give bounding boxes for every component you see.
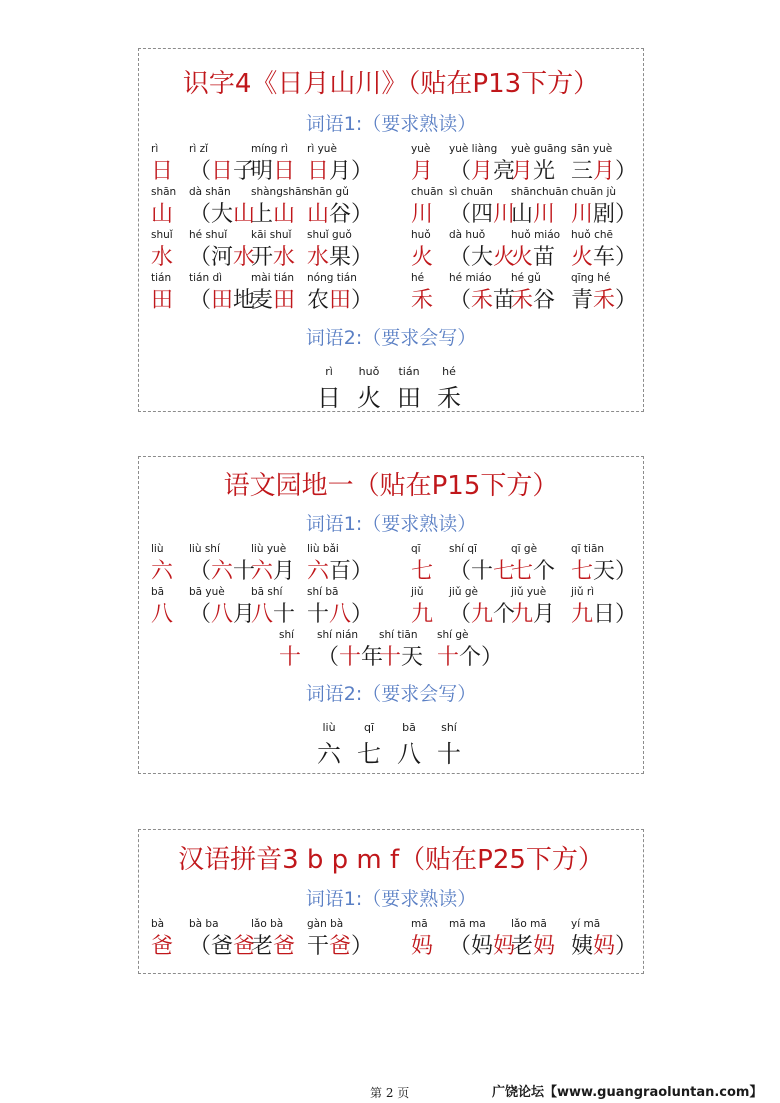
hanzi: [437, 640, 503, 671]
character: 亮: [493, 159, 516, 184]
pinyin: bā shí: [251, 586, 283, 598]
target-character: 十: [437, 645, 460, 670]
pinyin: shí bā: [307, 586, 339, 598]
pinyin: qī: [411, 543, 421, 555]
hanzi: [151, 554, 173, 585]
character: 开: [251, 245, 274, 270]
hanzi: [251, 929, 295, 960]
target-character: 山: [151, 202, 174, 227]
pinyin: qī tiān: [571, 543, 605, 555]
hanzi: [571, 154, 637, 185]
target-character: 九: [471, 602, 494, 627]
hanzi: [571, 597, 637, 628]
target-character: 禾: [411, 288, 434, 313]
target-character: 十: [279, 645, 302, 670]
character: （: [189, 288, 212, 313]
pinyin: tián: [398, 365, 420, 378]
character: 青: [571, 288, 594, 313]
hanzi: 八: [397, 740, 421, 768]
target-character: 十: [379, 645, 402, 670]
pinyin: gàn bà: [307, 918, 344, 930]
hanzi: 禾: [437, 384, 461, 412]
character: 十: [307, 602, 330, 627]
hanzi: [571, 240, 637, 271]
hanzi: [151, 240, 173, 271]
target-character: 九: [571, 602, 594, 627]
hanzi: [511, 283, 555, 314]
pinyin: rì zǐ: [189, 143, 209, 155]
character: （: [449, 159, 472, 184]
target-character: 火: [511, 245, 534, 270]
pinyin: huǒ miáo: [511, 229, 561, 241]
character: 老: [511, 934, 534, 959]
hanzi: [571, 283, 637, 314]
pinyin: míng rì: [251, 143, 289, 155]
target-character: 七: [571, 559, 594, 584]
hanzi: [571, 197, 637, 228]
character: （大: [189, 202, 234, 227]
pinyin: lǎo bà: [251, 918, 284, 930]
hanzi: [189, 283, 255, 314]
pinyin: yuè liàng: [449, 143, 498, 155]
character: 麦: [251, 288, 274, 313]
pinyin: shí: [441, 721, 457, 734]
pinyin: shuǐ guǒ: [307, 229, 352, 241]
hanzi: [151, 154, 173, 185]
target-character: 月: [411, 159, 434, 184]
target-character: 爸: [329, 934, 352, 959]
hanzi: [189, 597, 255, 628]
hanzi: [449, 240, 515, 271]
pinyin: bā: [151, 586, 165, 598]
hanzi: [449, 929, 515, 960]
target-character: 妈: [493, 934, 516, 959]
character: 天）: [593, 559, 638, 584]
pinyin: dà shān: [189, 186, 231, 198]
pinyin: tián: [151, 272, 172, 284]
target-character: 六: [211, 559, 234, 584]
hanzi: [449, 554, 515, 585]
write-row: [139, 365, 643, 412]
character: 农: [307, 288, 330, 313]
target-character: 六: [151, 559, 174, 584]
hanzi: [317, 640, 383, 671]
pinyin: tián dì: [189, 272, 223, 284]
pinyin: jiǔ: [411, 586, 424, 598]
target-character: 八: [211, 602, 234, 627]
character: ）: [351, 288, 374, 313]
target-character: 水: [233, 245, 256, 270]
character: 日）: [593, 602, 638, 627]
pinyin: shí: [279, 629, 295, 641]
hanzi: [279, 640, 301, 671]
character: 个）: [459, 645, 504, 670]
pinyin: liù bǎi: [307, 543, 339, 555]
target-character: 六: [251, 559, 274, 584]
target-character: 六: [307, 559, 330, 584]
pinyin: kāi shuǐ: [251, 229, 292, 241]
target-character: 火: [571, 245, 594, 270]
word-row: [139, 586, 643, 626]
pinyin: bà: [151, 918, 165, 930]
pinyin: shān gǔ: [307, 186, 349, 198]
pinyin: mài tián: [251, 272, 295, 284]
target-character: 月: [511, 159, 534, 184]
hanzi: [511, 929, 555, 960]
word-row: [139, 918, 643, 958]
word-row: [139, 186, 643, 226]
character: 谷）: [329, 202, 374, 227]
hanzi: [411, 929, 433, 960]
hanzi: [411, 554, 433, 585]
hanzi: [307, 197, 373, 228]
hanzi: [571, 929, 637, 960]
pinyin: sān yuè: [571, 143, 613, 155]
hanzi: [411, 197, 433, 228]
target-character: 日: [307, 159, 330, 184]
pinyin: liù: [322, 721, 336, 734]
word-row: [139, 543, 643, 583]
character: 光: [533, 159, 556, 184]
hanzi: [307, 554, 373, 585]
subheading-read: 词语1:（要求熟读）: [305, 888, 477, 910]
hanzi: [189, 197, 255, 228]
character: 苗: [533, 245, 556, 270]
pinyin: nóng tián: [307, 272, 357, 284]
card-title: 识字4《日月山川》（贴在P13下方）: [182, 69, 600, 99]
target-character: 爸: [273, 934, 296, 959]
target-character: 日: [273, 159, 296, 184]
target-character: 禾: [511, 288, 534, 313]
pinyin: yuè guāng: [511, 143, 567, 155]
character: 明: [251, 159, 274, 184]
character: 月: [273, 559, 296, 584]
target-character: 妈: [411, 934, 434, 959]
character: （: [449, 288, 472, 313]
hanzi: [189, 929, 255, 960]
target-character: 禾: [471, 288, 494, 313]
target-character: 七: [493, 559, 516, 584]
character: 子: [233, 159, 256, 184]
target-character: 田: [273, 288, 296, 313]
word-row: [139, 143, 643, 183]
hanzi: [251, 197, 295, 228]
pinyin: hé: [442, 365, 456, 378]
hanzi: [151, 197, 173, 228]
target-character: 水: [151, 245, 174, 270]
pinyin: hé: [411, 272, 425, 284]
pinyin: jiǔ rì: [571, 586, 595, 598]
pinyin: sì chuān: [449, 186, 493, 198]
hanzi: [307, 240, 373, 271]
target-character: 禾: [593, 288, 616, 313]
hanzi: [411, 240, 433, 271]
hanzi: 十: [437, 740, 461, 768]
character: 地: [233, 288, 256, 313]
character: 月: [233, 602, 256, 627]
character: 个: [533, 559, 556, 584]
pinyin: liù: [151, 543, 164, 555]
subheading-read: 词语1:（要求熟读）: [305, 513, 477, 535]
character: 十: [233, 559, 256, 584]
character: （: [449, 602, 472, 627]
pinyin: rì: [151, 143, 159, 155]
target-character: 十: [339, 645, 362, 670]
target-character: 妈: [533, 934, 556, 959]
pinyin: huǒ: [411, 229, 431, 241]
target-character: 九: [511, 602, 534, 627]
pinyin: rì: [325, 365, 333, 378]
character: 十: [273, 602, 296, 627]
target-character: 川: [493, 202, 516, 227]
character: （大: [449, 245, 494, 270]
word-row: [139, 629, 643, 669]
pinyin: liù shí: [189, 543, 220, 555]
character: 天: [401, 645, 424, 670]
write-row: [139, 721, 643, 768]
target-character: 八: [251, 602, 274, 627]
character: 年: [361, 645, 384, 670]
pinyin: bā yuè: [189, 586, 225, 598]
hanzi: [251, 154, 295, 185]
hanzi: [411, 597, 433, 628]
character: 果）: [329, 245, 374, 270]
hanzi: [511, 154, 555, 185]
hanzi: 七: [357, 740, 381, 768]
character: ）: [351, 934, 374, 959]
card-title: 汉语拼音3 b p m f（贴在P25下方）: [178, 845, 604, 875]
pinyin: yí mā: [571, 918, 601, 930]
target-character: 火: [411, 245, 434, 270]
pinyin: shān: [151, 186, 177, 198]
hanzi: [307, 283, 373, 314]
pinyin: rì yuè: [307, 143, 337, 155]
pinyin: qīng hé: [571, 272, 611, 284]
pinyin: qī: [363, 721, 375, 734]
hanzi: [571, 554, 637, 585]
character: （: [189, 602, 212, 627]
pinyin: mā: [411, 918, 428, 930]
card-pinyin: [138, 829, 644, 974]
hanzi: [449, 197, 515, 228]
card-rishan: [138, 48, 644, 412]
character: 姨: [571, 934, 594, 959]
pinyin: shí tiān: [379, 629, 418, 641]
hanzi: [511, 554, 555, 585]
target-character: 八: [151, 602, 174, 627]
target-character: 月: [593, 159, 616, 184]
hanzi: [449, 597, 515, 628]
word-row: [139, 229, 643, 269]
character: （: [317, 645, 340, 670]
character: 月）: [329, 159, 374, 184]
hanzi: [379, 640, 423, 671]
pinyin: shí gè: [437, 629, 469, 641]
character: 剧）: [593, 202, 638, 227]
hanzi: [511, 197, 555, 228]
hanzi: [449, 283, 515, 314]
character: （四: [449, 202, 494, 227]
pinyin: yuè: [411, 143, 431, 155]
card-title: 语文园地一（贴在P15下方）: [223, 471, 559, 501]
target-character: 田: [211, 288, 234, 313]
target-character: 川: [411, 202, 434, 227]
character: 谷: [533, 288, 556, 313]
character: （妈: [449, 934, 494, 959]
pinyin: qī gè: [511, 543, 538, 555]
hanzi: [251, 597, 295, 628]
character: 山: [511, 202, 534, 227]
pinyin: shuǐ: [151, 229, 173, 241]
target-character: 田: [329, 288, 352, 313]
character: （河: [189, 245, 234, 270]
hanzi: [251, 554, 295, 585]
character: （十: [449, 559, 494, 584]
pinyin: shí qī: [449, 543, 477, 555]
hanzi: [251, 240, 295, 271]
pinyin: bā: [402, 721, 416, 734]
hanzi: [151, 929, 173, 960]
pinyin: shānchuān: [511, 186, 569, 198]
character: 百）: [329, 559, 374, 584]
hanzi: [307, 154, 373, 185]
hanzi: [511, 240, 555, 271]
pinyin: jiǔ yuè: [511, 586, 547, 598]
hanzi: 田: [397, 384, 421, 412]
character: （: [189, 159, 212, 184]
subheading-write: 词语2:（要求会写）: [305, 683, 477, 705]
target-character: 妈: [593, 934, 616, 959]
pinyin: hé gǔ: [511, 272, 541, 284]
pinyin: hé shuǐ: [189, 229, 228, 241]
target-character: 水: [307, 245, 330, 270]
target-character: 七: [511, 559, 534, 584]
character: 苗: [493, 288, 516, 313]
character: （爸: [189, 934, 234, 959]
pinyin: huǒ: [358, 365, 380, 378]
pinyin: hé miáo: [449, 272, 492, 284]
pinyin: bà ba: [189, 918, 219, 930]
hanzi: [411, 154, 433, 185]
hanzi: [189, 154, 255, 185]
subheading-write: 词语2:（要求会写）: [305, 327, 477, 349]
hanzi: [251, 283, 295, 314]
pinyin: jiǔ gè: [449, 586, 478, 598]
hanzi: 火: [357, 384, 381, 412]
target-character: 水: [273, 245, 296, 270]
hanzi: 日: [317, 384, 341, 412]
character: 干: [307, 934, 330, 959]
pinyin: mā ma: [449, 918, 486, 930]
page-number: 第 2 页: [370, 1086, 410, 1100]
hanzi: [151, 283, 173, 314]
character: 上: [251, 202, 274, 227]
pinyin: lǎo mā: [511, 918, 547, 930]
target-character: 川: [571, 202, 594, 227]
target-character: 田: [151, 288, 174, 313]
target-character: 山: [233, 202, 256, 227]
pinyin: liù yuè: [251, 543, 287, 555]
hanzi: [449, 154, 515, 185]
hanzi: [411, 283, 433, 314]
character: （: [189, 559, 212, 584]
target-character: 川: [533, 202, 556, 227]
target-character: 日: [211, 159, 234, 184]
character: ）: [615, 934, 638, 959]
pinyin: shàngshān: [251, 186, 309, 198]
hanzi: [307, 929, 373, 960]
target-character: 七: [411, 559, 434, 584]
character: 个: [493, 602, 516, 627]
character: ）: [351, 602, 374, 627]
target-character: 山: [273, 202, 296, 227]
word-row: [139, 272, 643, 312]
character: ）: [615, 159, 638, 184]
target-character: 爸: [233, 934, 256, 959]
pinyin: dà huǒ: [449, 229, 486, 241]
hanzi: [189, 240, 255, 271]
target-character: 日: [151, 159, 174, 184]
character: ）: [615, 288, 638, 313]
pinyin: chuān jù: [571, 186, 617, 198]
hanzi: [511, 597, 555, 628]
pinyin: huǒ chē: [571, 229, 613, 241]
hanzi: [189, 554, 255, 585]
site-credit: 广饶论坛【www.guangraoluntan.com】: [492, 1085, 763, 1100]
character: 三: [571, 159, 594, 184]
character: 车）: [593, 245, 638, 270]
card-yuwen: [138, 456, 644, 774]
hanzi: [151, 597, 173, 628]
hanzi: 六: [317, 740, 341, 768]
pinyin: chuān: [411, 186, 444, 198]
hanzi: [307, 597, 373, 628]
target-character: 月: [471, 159, 494, 184]
target-character: 爸: [151, 934, 174, 959]
character: 月: [533, 602, 556, 627]
character: 老: [251, 934, 274, 959]
subheading-read: 词语1:（要求熟读）: [305, 113, 477, 135]
target-character: 八: [329, 602, 352, 627]
target-character: 九: [411, 602, 434, 627]
pinyin: shí nián: [317, 629, 359, 641]
target-character: 山: [307, 202, 330, 227]
target-character: 火: [493, 245, 516, 270]
